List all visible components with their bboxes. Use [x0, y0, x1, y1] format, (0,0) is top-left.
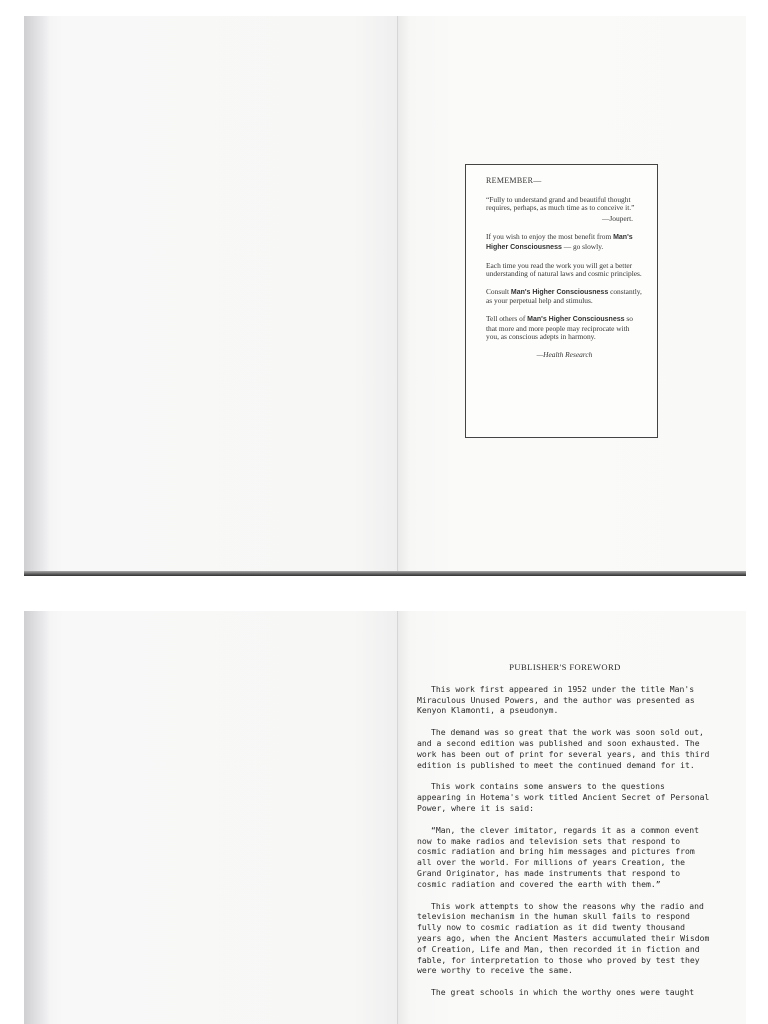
- foreword-title: PUBLISHER'S FOREWORD: [509, 662, 621, 672]
- remember-paragraph: Each time you read the work you will get a better understanding of natural laws and cosmic principles.: [486, 260, 642, 279]
- foreword-paragraph: The demand was so great that the work was soon sold out, and a second edition was published and soon exhausted. The work has been out of print for several years, and this third edition is published to meet the continued demand for it.: [417, 727, 710, 770]
- blank-left-page: [24, 16, 398, 576]
- page-shadow: [24, 16, 50, 576]
- remember-paragraph: Tell others of Man's Higher Consciousness so that more and more people may reciprocate with you, as conscious adepts in harmony.: [486, 313, 633, 342]
- book-title: Man's Higher Consciousness: [527, 315, 625, 323]
- foreword-paragraph: This work attempts to show the reasons why the radio and television mechanism in the human skull fails to respond fully now to cosmic radiation as it did twenty thousand years ago, when the Ancient Masters accumulated their Wisdom of Creation, Life and Man, then recorded it in fiction and fable, for interpretation to those who proved by test they were worthy to receive the same.: [417, 900, 710, 976]
- scan-edge: [24, 571, 746, 576]
- remember-quote: “Fully to understand grand and beautiful thought requires, perhaps, as much time as to conceive it.”: [486, 194, 635, 213]
- remember-paragraph: If you wish to enjoy the most benefit from Man's Higher Consciousness — go slowly.: [486, 232, 633, 251]
- foreword-paragraph: This work contains some answers to the questions appearing in Hotema's work titled Ancient Secret of Personal Power, where it is said:: [417, 781, 710, 813]
- foreword-quote: “Man, the clever imitator, regards it as a common event now to make radios and television sets that respond to cosmic radiation and bring him messages and pictures from all over the world. For millions of years Creation, the Grand Originator, has made instruments that respond to cosmic radiation and covered the earth with them.”: [417, 824, 700, 889]
- quote-attribution: —Joupert.: [602, 213, 633, 223]
- publishers-foreword: [417, 662, 713, 1009]
- blank-left-page: [24, 611, 398, 1024]
- remember-paragraph: Consult Man's Higher Consciousness constantly, as your perpetual help and stimulus.: [486, 286, 642, 306]
- publisher-signature: —Health Research: [536, 349, 593, 359]
- foreword-paragraph: The great schools in which the worthy ones were taught: [431, 987, 695, 998]
- remember-box: [465, 164, 658, 438]
- page-shadow: [24, 611, 50, 1024]
- book-title: Man's Higher Consciousness: [486, 234, 633, 251]
- foreword-paragraph: This work first appeared in 1952 under the title Man's Miraculous Unused Powers, and the author was presented as Kenyon Klamonti, a pseudonym.: [417, 683, 695, 716]
- remember-heading: REMEMBER—: [486, 176, 542, 185]
- book-title: Man's Higher Consciousness: [510, 288, 609, 296]
